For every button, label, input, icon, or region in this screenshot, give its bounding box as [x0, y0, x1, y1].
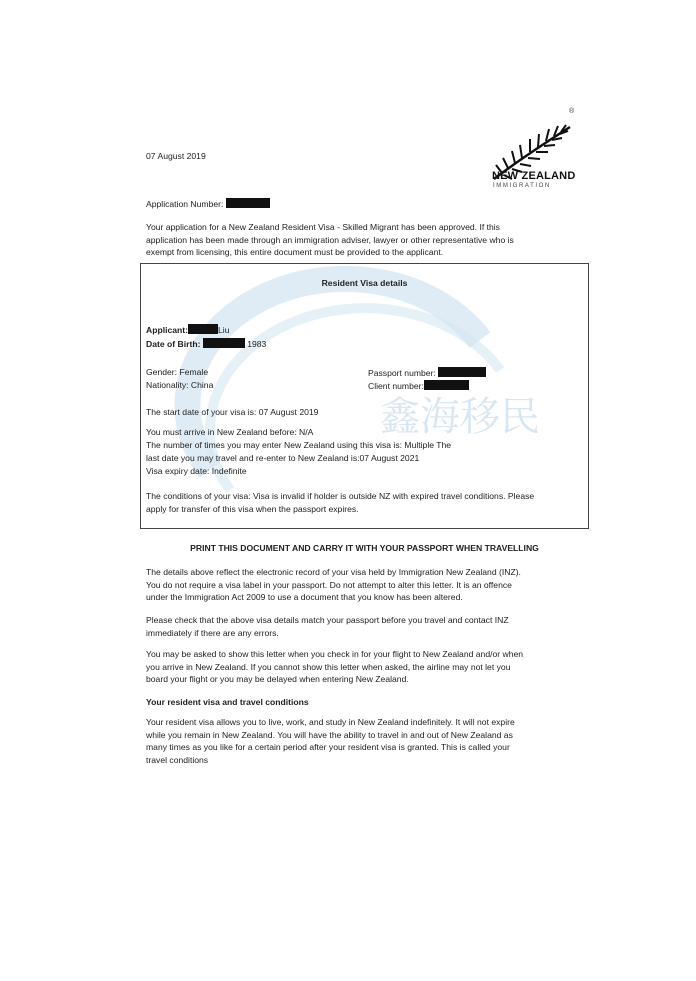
intro-paragraph: [146, 221, 566, 259]
paragraph-travel-conditions: [146, 716, 566, 766]
conditions-line: apply for transfer of this visa when the passport expires.: [146, 504, 359, 514]
gender: Gender: Female: [146, 367, 209, 377]
paragraph-line: Your resident visa allows you to live, work, and study in New Zealand indefinitely. It will not expire: [146, 717, 515, 727]
paragraph-line: board your flight or you may be delayed when entering New Zealand.: [146, 674, 409, 685]
paragraph-line: You may be asked to show this letter when you check in for your flight to New Zealand and/or when: [146, 649, 524, 659]
logo-subtitle: IMMIGRATION: [493, 183, 551, 189]
logo-title: NEW ZEALAND: [492, 170, 576, 182]
applicant-surname: Liu: [218, 325, 230, 335]
watermark-text: 鑫海移民: [380, 394, 540, 440]
redacted-block: [438, 367, 486, 377]
application-number-label: Application Number:: [146, 199, 224, 209]
dob-label: Date of Birth:: [146, 339, 201, 349]
paragraph-line: Please check that the above visa details match your passport before you travel and contact INZ: [146, 615, 509, 625]
redacted-block: [188, 324, 218, 334]
nationality: Nationality: China: [146, 380, 214, 390]
letter-date: 07 August 2019: [146, 151, 206, 161]
paragraph-line: while you remain in New Zealand. You will have the ability to travel in and out of New Zealand as: [146, 729, 513, 740]
application-number: [146, 198, 270, 209]
passport-row: [368, 367, 486, 378]
dob-year: 1983: [247, 339, 267, 349]
intro-line: exempt from licensing, this entire document must be provided to the applicant.: [146, 247, 444, 258]
visa-details-title: Resident Visa details: [321, 278, 408, 288]
print-heading: PRINT THIS DOCUMENT AND CARRY IT WITH YOUR PASSPORT WHEN TRAVELLING: [190, 543, 539, 553]
visa-expiry: Visa expiry date: Indefinite: [146, 466, 247, 476]
conditions-line: The conditions of your visa: Visa is invalid if holder is outside NZ with expired travel conditions. Please: [146, 491, 535, 501]
dob-row: [146, 338, 266, 349]
arrive-before: You must arrive in New Zealand before: N/A: [146, 427, 314, 437]
client-label: Client number:: [368, 381, 424, 391]
paragraph-line: The details above reflect the electronic record of your visa held by Immigration New Zealand (INZ).: [146, 567, 521, 577]
applicant-row: [146, 324, 229, 335]
intro-line: Your application for a New Zealand Resident Visa - Skilled Migrant has been approved. If this: [146, 222, 500, 232]
paragraph-line: many times as you like for a certain period after your resident visa is granted. This is called your: [146, 742, 510, 753]
paragraph-check-details: [146, 614, 566, 639]
travel-conditions-heading: Your resident visa and travel conditions: [146, 697, 309, 707]
paragraph-line: you arrive in New Zealand. If you cannot show this letter when asked, the airline may not let you: [146, 661, 511, 672]
paragraph-line: You do not require a visa label in your passport. Do not attempt to alter this letter. It is an offence: [146, 579, 512, 590]
paragraph-line: under the Immigration Act 2009 to use a document that you know has been altered.: [146, 592, 463, 603]
registered-mark: ®: [569, 108, 575, 115]
entries: The number of times you may enter New Zealand using this visa is: Multiple The: [146, 440, 452, 450]
start-date: The start date of your visa is: 07 August 2019: [146, 407, 319, 417]
paragraph-line: immediately if there are any errors.: [146, 627, 279, 638]
intro-line: application has been made through an immigration adviser, lawyer or other representative who is: [146, 234, 514, 245]
redacted-block: [424, 380, 469, 390]
passport-label: Passport number:: [368, 368, 436, 378]
applicant-label: Applicant:: [146, 325, 189, 335]
paragraph-show-letter: [146, 648, 566, 686]
client-row: [368, 380, 469, 391]
visa-details-box: [140, 263, 589, 529]
redacted-block: [226, 198, 270, 208]
last-travel-date: last date you may travel and re-enter to New Zealand is:07 August 2021: [146, 453, 420, 463]
paragraph-line: travel conditions: [146, 754, 209, 765]
redacted-block: [203, 338, 245, 348]
paragraph-inz-record: [146, 566, 566, 604]
